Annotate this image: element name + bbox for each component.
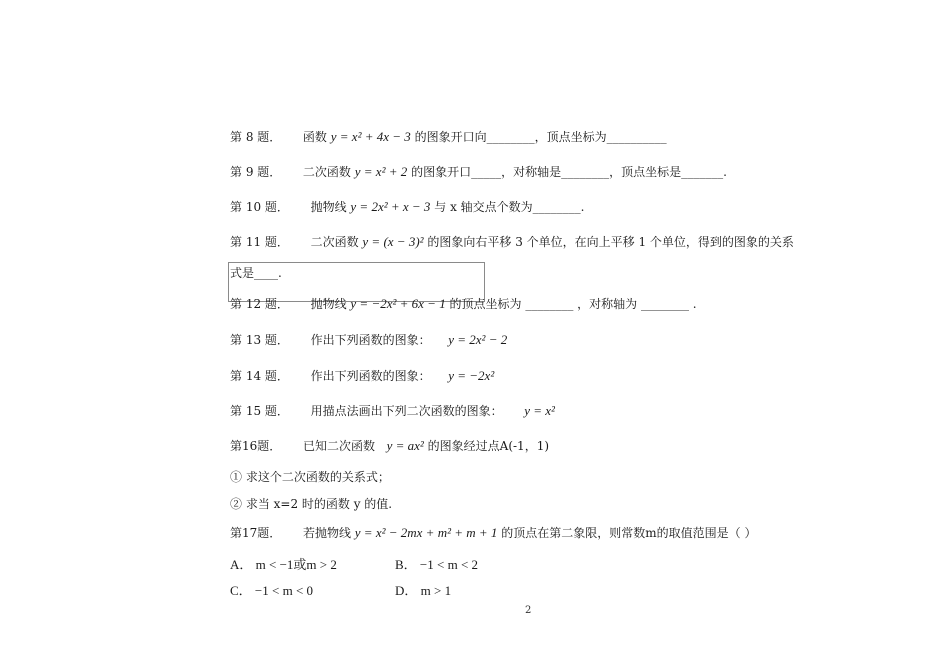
question-9	[230, 164, 727, 180]
choice-a: A． m < −1或m > 2	[230, 557, 337, 572]
q16-formula: y = ax²	[386, 438, 424, 453]
q12-label: 第 12 题．	[230, 297, 289, 311]
q8-formula: y = x² + 4x − 3	[330, 129, 411, 144]
q16-sub1: ① 求这个二次函数的关系式；	[230, 470, 390, 484]
question-10	[230, 199, 584, 215]
q15-label: 第 15 题．	[230, 404, 289, 418]
question-8	[230, 129, 667, 145]
q8-suffix: 的图象开口向________，顶点坐标为__________	[414, 130, 667, 144]
q10-formula: y = 2x² + x − 3	[350, 199, 431, 214]
q9-formula: y = x² + 2	[354, 164, 408, 179]
q10-prefix: 抛物线	[310, 200, 347, 214]
q15-prefix: 用描点法画出下列二次函数的图象：	[310, 404, 503, 418]
q11-line2: 式是____.	[230, 266, 282, 280]
q11-suffix: 的图象向右平移 3 个单位，在向上平移 1 个单位，得到的图象的关系	[427, 235, 794, 249]
q9-label: 第 9 题．	[230, 165, 282, 179]
q16-prefix: 已知二次函数	[302, 439, 375, 453]
question-11	[230, 234, 794, 250]
choice-b: B． −1 < m < 2	[395, 557, 479, 572]
question-16-part1	[230, 469, 390, 485]
q14-prefix: 作出下列函数的图象：	[310, 369, 431, 383]
question-14	[230, 368, 494, 384]
q10-suffix: 与 x 轴交点个数为________.	[434, 200, 585, 214]
choice-d: D． m > 1	[395, 583, 452, 598]
q14-formula: y = −2x²	[448, 368, 495, 383]
question-13	[230, 332, 507, 348]
q8-label: 第 8 题．	[230, 130, 282, 144]
choice-c: C． −1 < m < 0	[230, 583, 314, 598]
q16-suffix: 的图象经过点A(-1，1)	[427, 439, 550, 453]
question-16-part2	[230, 496, 392, 512]
q16-label: 第16题．	[230, 439, 282, 453]
q17-label: 第17题．	[230, 526, 282, 540]
q9-prefix: 二次函数	[302, 165, 351, 179]
q12-suffix: 的顶点坐标为 ________ ，对称轴为 ________ .	[449, 297, 697, 311]
q16-sub2: ② 求当 x=2 时的函数 y 的值.	[230, 497, 393, 511]
page-number: 2	[525, 605, 532, 616]
q15-formula: y = x²	[524, 403, 555, 418]
question-16	[230, 438, 549, 454]
q14-label: 第 14 题．	[230, 369, 289, 383]
q13-formula: y = 2x² − 2	[448, 332, 508, 347]
question-17	[230, 525, 756, 541]
q11-formula: y = (x − 3)²	[362, 234, 424, 249]
q11-prefix: 二次函数	[310, 235, 359, 249]
q12-prefix: 抛物线	[310, 297, 347, 311]
q10-label: 第 10 题．	[230, 200, 289, 214]
q11-label: 第 11 题．	[230, 235, 289, 249]
q13-prefix: 作出下列函数的图象：	[310, 333, 431, 347]
q8-prefix: 函数	[302, 130, 327, 144]
q17-suffix: 的顶点在第二象限，则常数m的取值范围是（ ）	[501, 526, 757, 540]
question-15	[230, 403, 555, 419]
q9-suffix: 的图象开口_____，对称轴是________，顶点坐标是_______.	[411, 165, 727, 179]
q17-prefix: 若抛物线	[302, 526, 351, 540]
q13-label: 第 13 题．	[230, 333, 289, 347]
q17-formula: y = x² − 2mx + m² + m + 1	[354, 525, 498, 540]
question-12	[230, 296, 697, 312]
q12-formula: y = −2x² + 6x − 1	[350, 296, 446, 311]
